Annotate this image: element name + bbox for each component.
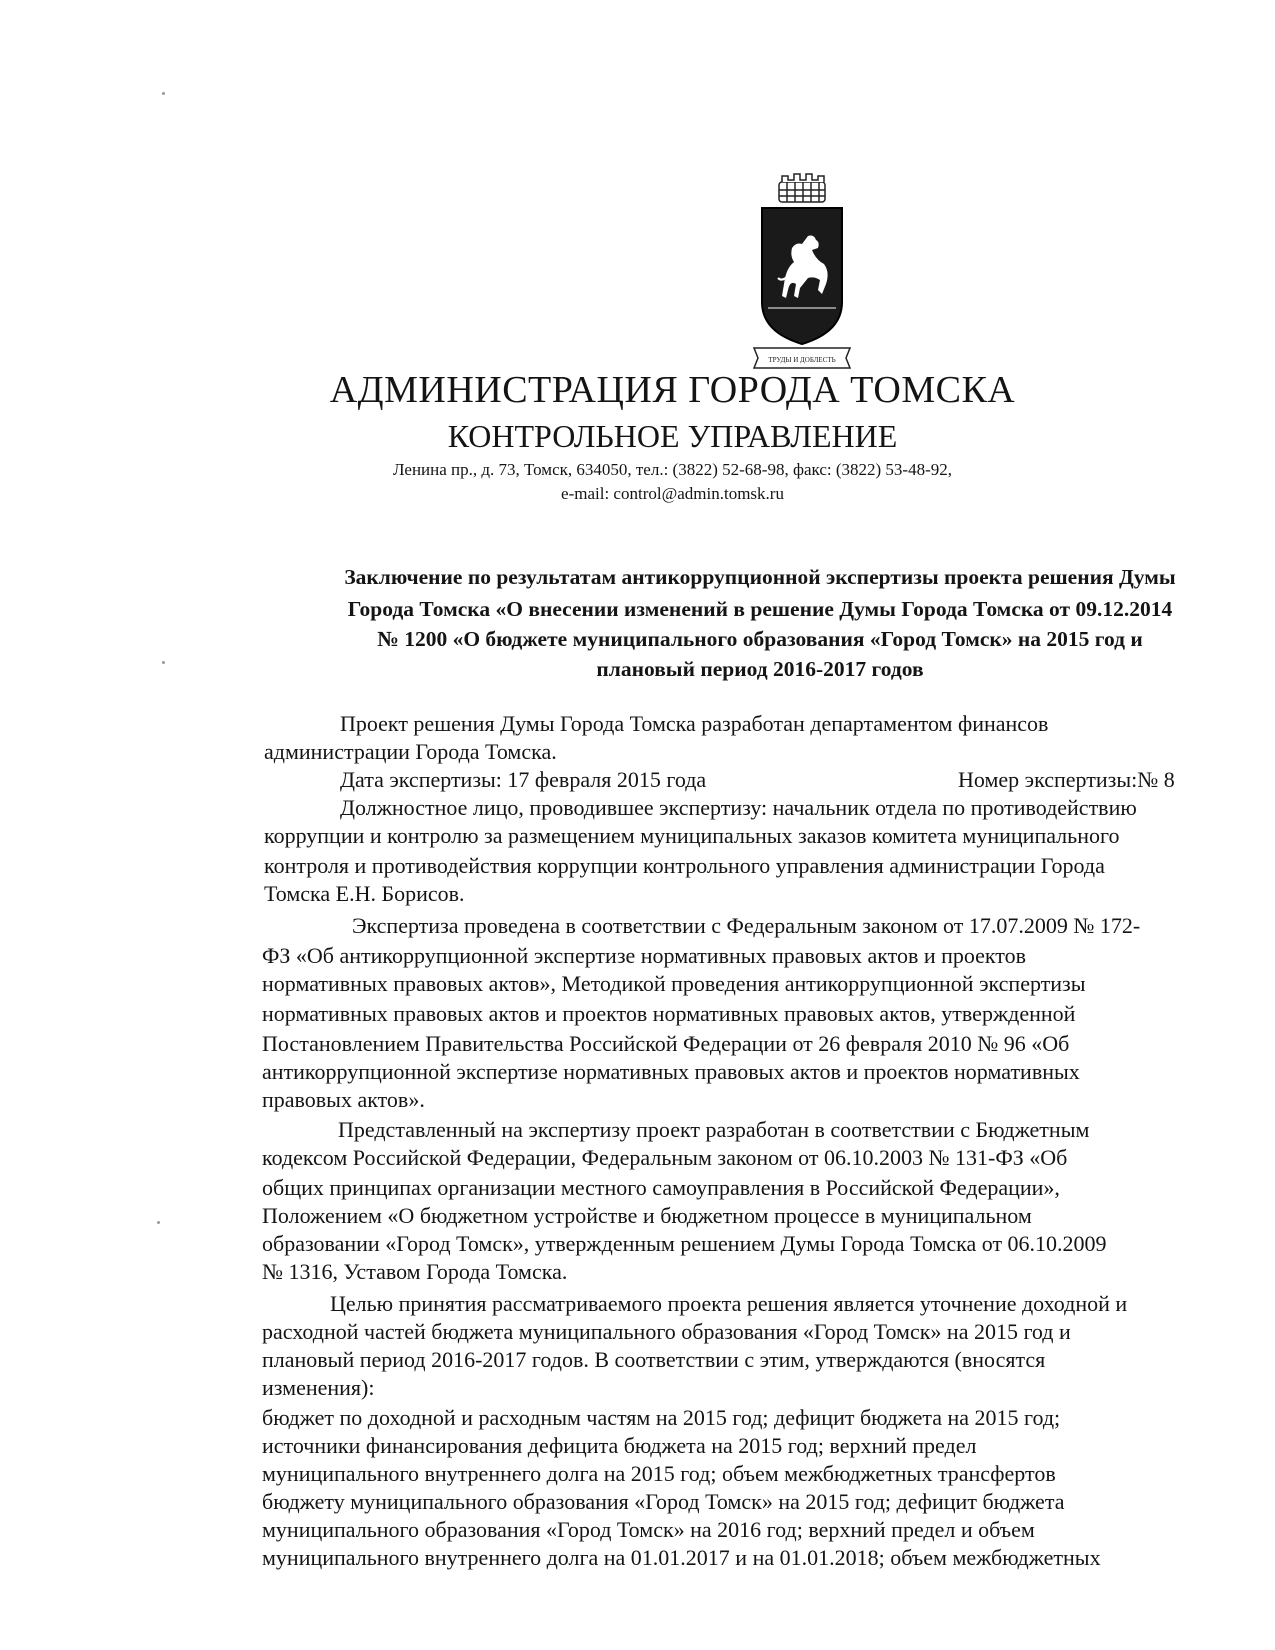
contact-address: Ленина пр., д. 73, Томск, 634050, тел.: (3822) 52-68-98, факс: (3822) 53-48-92, bbox=[392, 460, 953, 479]
body-line: бюджет по доходной и расходным частям на 2015 год; дефицит бюджета на 2015 год; bbox=[262, 1405, 1061, 1430]
document-title-line: Заключение по результатам антикоррупционной экспертизы проекта решения Думы bbox=[344, 565, 1176, 589]
body-line: нормативных правовых актов и проектов нормативных правовых актов, утвержденной bbox=[262, 1001, 1076, 1026]
contact-email: e-mail: control@admin.tomsk.ru bbox=[561, 484, 784, 503]
body-line: коррупции и контролю за размещением муниципальных заказов комитета муниципального bbox=[264, 823, 1120, 848]
body-line: администрации Города Томска. bbox=[264, 739, 557, 764]
body-line: Экспертиза проведена в соответствии с Федеральным законом от 17.07.2009 № 172- bbox=[352, 913, 1141, 938]
document-title-line: плановый период 2016-2017 годов bbox=[596, 657, 924, 681]
body-line: ФЗ «Об антикоррупционной экспертизе нормативных правовых актов и проектов bbox=[262, 943, 1027, 968]
scan-speck bbox=[162, 92, 165, 95]
body-line: кодексом Российской Федерации, Федеральным законом от 06.10.2003 № 131-ФЗ «Об bbox=[262, 1145, 1068, 1170]
svg-text:ТРУДЫ И ДОБЛЕСТЬ: ТРУДЫ И ДОБЛЕСТЬ bbox=[768, 356, 836, 364]
body-line: антикоррупционной экспертизе нормативных правовых актов и проектов нормативных bbox=[262, 1059, 1080, 1084]
body-line: муниципального внутреннего долга на 2015 год; объем межбюджетных трансфертов bbox=[262, 1461, 1056, 1486]
expertise-number: Номер экспертизы:№ 8 bbox=[958, 767, 1175, 792]
body-line: расходной частей бюджета муниципального образования «Город Томск» на 2015 год и bbox=[262, 1319, 1071, 1344]
body-line: муниципального внутреннего долга на 01.01.2017 и на 01.01.2018; объем межбюджетных bbox=[262, 1545, 1101, 1570]
department-name: КОНТРОЛЬНОЕ УПРАВЛЕНИЕ bbox=[447, 418, 898, 454]
body-line: Проект решения Думы Города Томска разработан департаментом финансов bbox=[340, 711, 1049, 736]
body-line: Представленный на экспертизу проект разработан в соответствии с Бюджетным bbox=[338, 1117, 1090, 1142]
body-line: общих принципах организации местного самоуправления в Российской Федерации», bbox=[262, 1175, 1060, 1200]
document-title-line: Города Томска «О внесении изменений в решение Думы Города Томска от 09.12.2014 bbox=[347, 597, 1173, 621]
document-title-line: № 1200 «О бюджете муниципального образования «Город Томск» на 2015 год и bbox=[377, 627, 1143, 651]
body-line: муниципального образования «Город Томск» на 2016 год; верхний предел и объем bbox=[262, 1517, 1035, 1542]
body-line: Положением «О бюджетном устройстве и бюджетном процессе в муниципальном bbox=[262, 1203, 1032, 1228]
body-line: бюджету муниципального образования «Город Томск» на 2015 год; дефицит бюджета bbox=[262, 1489, 1065, 1514]
body-line: № 1316, Уставом Города Томска. bbox=[262, 1259, 568, 1284]
body-line: Томска Е.Н. Борисов. bbox=[264, 881, 465, 906]
body-line: источники финансирования дефицита бюджета на 2015 год; верхний предел bbox=[262, 1433, 977, 1458]
body-line: плановый период 2016-2017 годов. В соответствии с этим, утверждаются (вносятся bbox=[262, 1347, 1046, 1372]
body-line: изменения): bbox=[262, 1375, 375, 1400]
body-line: Постановлением Правительства Российской Федерации от 26 февраля 2010 № 96 «Об bbox=[262, 1031, 1070, 1056]
body-line: образовании «Город Томск», утвержденным решением Думы Города Томска от 06.10.2009 bbox=[262, 1231, 1107, 1256]
organization-name: АДМИНИСТРАЦИЯ ГОРОДА ТОМСКА bbox=[329, 369, 1016, 411]
body-line: контроля и противодействия коррупции контрольного управления администрации Города bbox=[264, 853, 1105, 878]
tomsk-coat-of-arms-icon bbox=[744, 172, 860, 372]
body-line: нормативных правовых актов», Методикой проведения антикоррупционной экспертизы bbox=[262, 971, 1086, 996]
body-line: Должностное лицо, проводившее экспертизу: начальник отдела по противодействию bbox=[340, 795, 1137, 820]
body-line: Целью принятия рассматриваемого проекта решения является уточнение доходной и bbox=[330, 1291, 1128, 1316]
expertise-date: Дата экспертизы: 17 февраля 2015 года bbox=[340, 767, 707, 792]
body-line: правовых актов». bbox=[262, 1087, 425, 1112]
scan-speck bbox=[157, 1221, 160, 1224]
